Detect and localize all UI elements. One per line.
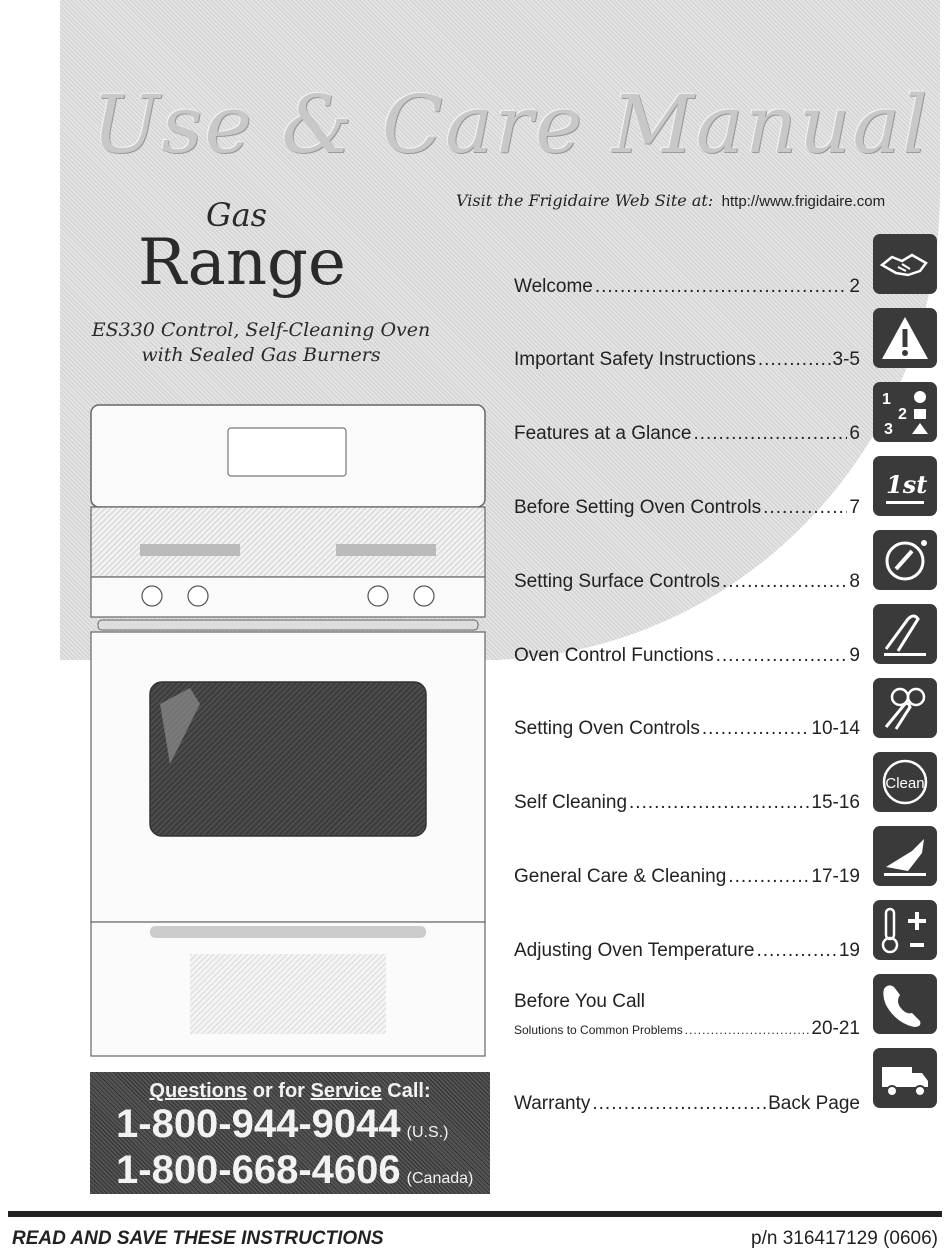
toc-entry-surface-controls[interactable] bbox=[514, 571, 860, 593]
toc-label: Adjusting Oven Temperature bbox=[514, 940, 755, 961]
service-call-box bbox=[90, 1072, 490, 1194]
us-phone-label: (U.S.) bbox=[406, 1124, 449, 1141]
knob-icon bbox=[873, 530, 937, 590]
toc-entry-solutions[interactable] bbox=[514, 1018, 860, 1040]
toc-page: 2 bbox=[849, 276, 860, 297]
toc-leader bbox=[629, 792, 809, 814]
truck-icon bbox=[873, 1048, 937, 1108]
toc-label: Self Cleaning bbox=[514, 792, 628, 813]
toc-leader bbox=[595, 276, 848, 298]
toc-leader bbox=[693, 423, 847, 445]
clean-text: Clean bbox=[885, 775, 925, 792]
toc-leader bbox=[758, 349, 831, 371]
toc-page: 19 bbox=[838, 940, 860, 961]
us-phone-number: 1-800-944-9044 bbox=[116, 1102, 401, 1146]
service-link[interactable]: Service bbox=[310, 1080, 382, 1102]
toc-page: 8 bbox=[849, 571, 860, 592]
first-icon bbox=[873, 456, 937, 516]
toc-label: Welcome bbox=[514, 276, 593, 297]
toc-entry-setting-oven[interactable] bbox=[514, 718, 860, 740]
toc-page: 17-19 bbox=[811, 866, 860, 887]
toc-page: 6 bbox=[849, 423, 860, 444]
toc-entry-warranty[interactable] bbox=[514, 1093, 860, 1115]
phone-icon bbox=[873, 974, 937, 1034]
canada-phone[interactable] bbox=[116, 1148, 473, 1193]
toc-leader bbox=[763, 497, 847, 519]
part-number: p/n 316417129 (0606) bbox=[751, 1228, 938, 1249]
canada-phone-number: 1-800-668-4606 bbox=[116, 1148, 401, 1192]
service-heading bbox=[90, 1080, 490, 1103]
toc-entry-before-setting[interactable] bbox=[514, 497, 860, 519]
toc-page: 3-5 bbox=[832, 349, 860, 370]
toc-label: Oven Control Functions bbox=[514, 645, 714, 666]
toc-leader bbox=[592, 1093, 766, 1115]
footer-rule bbox=[8, 1211, 942, 1217]
toc-leader bbox=[702, 718, 810, 740]
us-phone[interactable] bbox=[116, 1102, 448, 1147]
footer-instruction: READ AND SAVE THESE INSTRUCTIONS bbox=[12, 1228, 384, 1249]
toc-page: Back Page bbox=[768, 1093, 860, 1114]
toc-entry-features[interactable] bbox=[514, 423, 860, 445]
toc-entry-self-cleaning[interactable] bbox=[514, 792, 860, 814]
toc-entry-oven-temperature[interactable] bbox=[514, 940, 860, 962]
toc-entry-oven-functions[interactable] bbox=[514, 645, 860, 667]
toc-leader bbox=[685, 1023, 810, 1037]
toc-leader bbox=[756, 940, 836, 962]
touchpad-icon bbox=[873, 678, 937, 738]
toc-label: Before Setting Oven Controls bbox=[514, 497, 762, 518]
steps-1-text: 1 bbox=[882, 391, 891, 408]
steps-3-text: 3 bbox=[884, 421, 893, 437]
web-site-label: Visit the Frigidaire Web Site at: bbox=[456, 191, 714, 210]
steps-icon bbox=[873, 382, 937, 442]
product-subtitle bbox=[66, 318, 456, 368]
toc-leader bbox=[728, 866, 809, 888]
web-site-line bbox=[456, 191, 885, 211]
toc-label: Warranty bbox=[514, 1093, 591, 1114]
toc-label: Setting Surface Controls bbox=[514, 571, 720, 592]
first-text: 1st bbox=[886, 470, 928, 499]
toc-label: Important Safety Instructions bbox=[514, 349, 756, 370]
product-type: Gas bbox=[206, 196, 268, 234]
toc-label: General Care & Cleaning bbox=[514, 866, 727, 887]
toc-page: 10-14 bbox=[811, 718, 860, 739]
product-name: Range bbox=[138, 226, 346, 300]
clean-icon bbox=[873, 752, 937, 812]
subtitle-line-1: ES330 Control, Self-Cleaning Oven bbox=[91, 319, 431, 341]
web-site-url[interactable]: http://www.frigidaire.com bbox=[721, 193, 886, 210]
toc-label: Setting Oven Controls bbox=[514, 718, 700, 739]
toc-leader bbox=[722, 571, 847, 593]
questions-link[interactable]: Questions bbox=[149, 1080, 248, 1102]
thermometer-icon bbox=[873, 900, 937, 960]
subtitle-line-2: with Sealed Gas Burners bbox=[141, 344, 381, 366]
toc-label: Before You Call bbox=[514, 991, 645, 1012]
manual-title: Use & Care Manual bbox=[92, 78, 930, 171]
handshake-icon bbox=[873, 234, 937, 294]
steps-2-text: 2 bbox=[898, 406, 907, 423]
toc-entry-care-cleaning[interactable] bbox=[514, 866, 860, 888]
toc-page: 7 bbox=[849, 497, 860, 518]
toc-entry-welcome[interactable] bbox=[514, 276, 860, 298]
toc-leader bbox=[716, 645, 848, 667]
cleaning-hand-icon bbox=[873, 826, 937, 886]
warning-icon bbox=[873, 308, 937, 368]
toc-entry-safety[interactable] bbox=[514, 349, 860, 371]
range-illustration bbox=[90, 404, 486, 1058]
canada-phone-label: (Canada) bbox=[406, 1170, 474, 1187]
toc-page: 15-16 bbox=[811, 792, 860, 813]
toc-label: Features at a Glance bbox=[514, 423, 692, 444]
toc-sub-label: Solutions to Common Problems bbox=[514, 1023, 683, 1037]
toc-page: 20-21 bbox=[811, 1018, 860, 1039]
or-for-text: or for bbox=[247, 1080, 311, 1102]
toc-entry-before-you-call[interactable] bbox=[514, 991, 860, 1013]
toc-page: 9 bbox=[849, 645, 860, 666]
call-text: Call: bbox=[381, 1080, 431, 1102]
finger-icon bbox=[873, 604, 937, 664]
